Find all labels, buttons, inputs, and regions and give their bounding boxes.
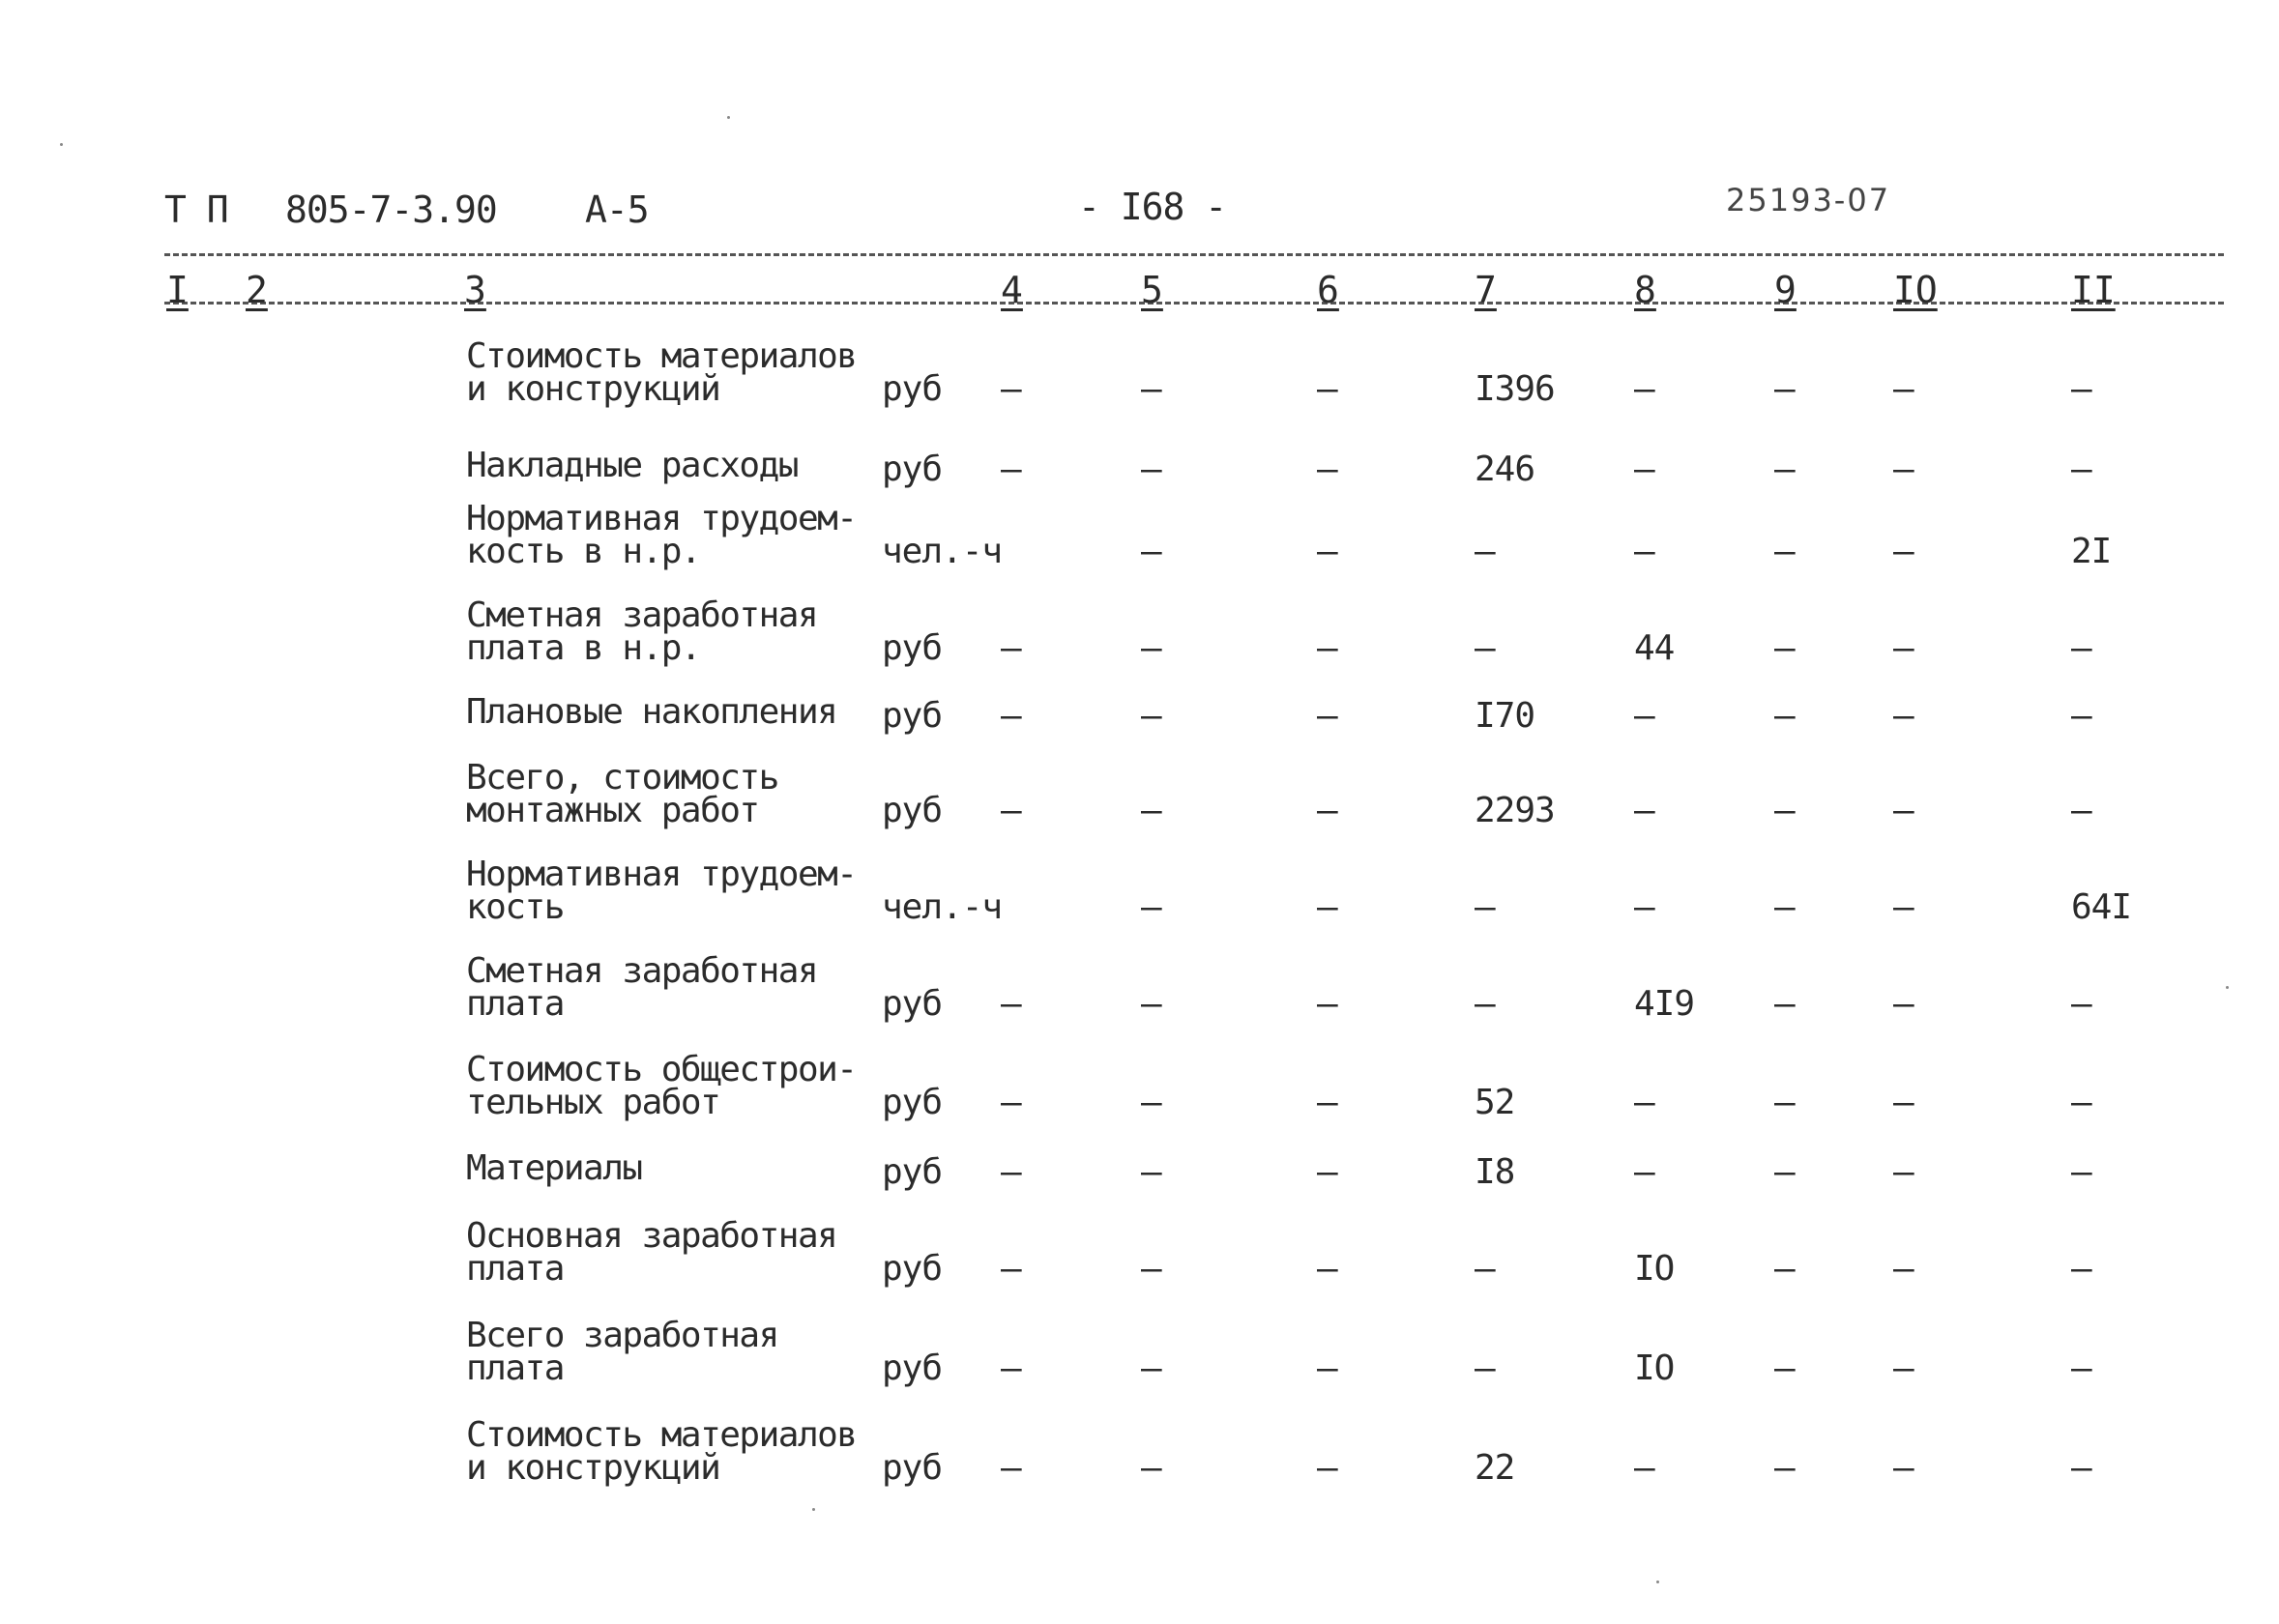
column-number: 6 [1317, 269, 1339, 311]
column-number: II [2071, 269, 2116, 311]
row-description: Материалы [466, 1148, 642, 1188]
row-value-c10: – [1893, 1448, 1914, 1488]
scan-speck [60, 143, 63, 146]
row-value-c10: – [1893, 450, 1914, 489]
row-value-c9: – [1774, 450, 1795, 489]
row-value-c5: – [1141, 369, 1161, 409]
row-value-c7: – [1475, 887, 1495, 927]
row-unit: руб [882, 696, 943, 736]
row-value-c10: – [1893, 791, 1914, 830]
row-unit: руб [882, 1083, 943, 1122]
row-value-c8: – [1634, 887, 1654, 927]
row-description: Стоимость материалов и конструкций [466, 1415, 857, 1488]
page-number: - I68 - [1078, 186, 1227, 228]
row-description: Накладные расходы [466, 446, 798, 485]
scan-speck [812, 1508, 815, 1511]
row-value-c8: 4I9 [1634, 984, 1695, 1024]
row-value-c11: 64I [2071, 887, 2132, 927]
row-unit: руб [882, 369, 943, 409]
row-description: Плановые накопления [466, 692, 837, 732]
row-value-c8: IO [1634, 1348, 1675, 1388]
row-unit: руб [882, 1152, 943, 1192]
row-value-c9: – [1774, 1249, 1795, 1289]
row-value-c9: – [1774, 369, 1795, 409]
row-value-c10: – [1893, 369, 1914, 409]
row-value-c5: – [1141, 532, 1161, 571]
row-value-c6: – [1317, 1448, 1337, 1488]
row-value-c9: – [1774, 628, 1795, 668]
column-number: 4 [1001, 269, 1023, 311]
header-rule-top [164, 253, 2224, 256]
column-number: IO [1893, 269, 1938, 311]
row-value-c7: I70 [1475, 696, 1535, 736]
column-number: 7 [1475, 269, 1497, 311]
row-value-c10: – [1893, 628, 1914, 668]
row-value-c6: – [1317, 628, 1337, 668]
row-value-c9: – [1774, 1152, 1795, 1192]
row-value-c10: – [1893, 1348, 1914, 1388]
column-number: 5 [1141, 269, 1163, 311]
row-value-c4: – [1001, 696, 1021, 736]
row-value-c5: – [1141, 984, 1161, 1024]
row-value-c5: – [1141, 450, 1161, 489]
row-value-c11: – [2071, 696, 2091, 736]
row-value-c9: – [1774, 532, 1795, 571]
row-value-c6: – [1317, 450, 1337, 489]
column-number: 3 [464, 269, 486, 311]
row-value-c6: – [1317, 1152, 1337, 1192]
row-description: Всего заработная плата [466, 1316, 778, 1388]
row-value-c7: – [1475, 1249, 1495, 1289]
row-value-c9: – [1774, 984, 1795, 1024]
row-value-c5: – [1141, 696, 1161, 736]
row-value-c5: – [1141, 1152, 1161, 1192]
row-value-c6: – [1317, 887, 1337, 927]
row-value-c11: – [2071, 369, 2091, 409]
row-unit: руб [882, 628, 943, 668]
row-value-c6: – [1317, 1249, 1337, 1289]
row-value-c10: – [1893, 1152, 1914, 1192]
row-value-c5: – [1141, 1083, 1161, 1122]
scan-speck [727, 116, 730, 119]
scan-speck [2226, 986, 2229, 989]
row-description: Нормативная трудоем- кость [466, 855, 857, 927]
row-value-c4: – [1001, 1083, 1021, 1122]
row-value-c8: – [1634, 369, 1654, 409]
row-value-c10: – [1893, 532, 1914, 571]
row-value-c7: 2293 [1475, 791, 1555, 830]
row-value-c5: – [1141, 887, 1161, 927]
row-value-c8: – [1634, 1152, 1654, 1192]
row-value-c5: – [1141, 1448, 1161, 1488]
row-unit: руб [882, 791, 943, 830]
inventory-stamp: 25193-07 [1726, 182, 1891, 218]
row-value-c9: – [1774, 791, 1795, 830]
row-value-c7: I396 [1475, 369, 1555, 409]
row-value-c4: – [1001, 1448, 1021, 1488]
row-value-c4: – [1001, 450, 1021, 489]
column-number: 8 [1634, 269, 1656, 311]
row-value-c4: – [1001, 791, 1021, 830]
row-value-c8: – [1634, 1448, 1654, 1488]
row-value-c10: – [1893, 887, 1914, 927]
row-value-c11: – [2071, 1448, 2091, 1488]
row-description: Стоимость общестрои- тельных работ [466, 1050, 857, 1122]
row-value-c4: – [1001, 1152, 1021, 1192]
row-description: Сметная заработная плата в н.р. [466, 595, 818, 668]
row-unit: руб [882, 450, 943, 489]
row-value-c7: – [1475, 984, 1495, 1024]
row-value-c8: 44 [1634, 628, 1675, 668]
row-value-c8: – [1634, 1083, 1654, 1122]
row-value-c7: – [1475, 628, 1495, 668]
row-value-c6: – [1317, 791, 1337, 830]
row-value-c11: – [2071, 1152, 2091, 1192]
row-value-c6: – [1317, 369, 1337, 409]
row-value-c6: – [1317, 532, 1337, 571]
row-value-c4: – [1001, 1348, 1021, 1388]
row-description: Сметная заработная плата [466, 951, 818, 1024]
row-value-c4: – [1001, 628, 1021, 668]
row-description: Основная заработная плата [466, 1216, 837, 1289]
row-value-c6: – [1317, 696, 1337, 736]
row-value-c7: – [1475, 1348, 1495, 1388]
row-unit: чел.-ч [882, 887, 1003, 927]
row-unit: чел.-ч [882, 532, 1003, 571]
row-description: Стоимость материалов и конструкций [466, 336, 857, 409]
row-value-c7: 246 [1475, 450, 1535, 489]
row-value-c6: – [1317, 984, 1337, 1024]
row-value-c10: – [1893, 696, 1914, 736]
column-number: 9 [1774, 269, 1797, 311]
row-value-c11: – [2071, 984, 2091, 1024]
row-value-c11: 2I [2071, 532, 2112, 571]
row-value-c11: – [2071, 1249, 2091, 1289]
row-value-c7: 22 [1475, 1448, 1515, 1488]
row-value-c9: – [1774, 887, 1795, 927]
row-value-c5: – [1141, 791, 1161, 830]
row-value-c7: – [1475, 532, 1495, 571]
row-value-c11: – [2071, 628, 2091, 668]
row-value-c11: – [2071, 450, 2091, 489]
row-value-c8: – [1634, 450, 1654, 489]
row-value-c11: – [2071, 1083, 2091, 1122]
scan-speck [1656, 1580, 1659, 1583]
row-unit: руб [882, 1448, 943, 1488]
row-value-c5: – [1141, 628, 1161, 668]
row-value-c9: – [1774, 1348, 1795, 1388]
document-code: 805-7-3.90 [285, 188, 497, 231]
row-value-c8: – [1634, 532, 1654, 571]
row-value-c8: – [1634, 696, 1654, 736]
row-unit: руб [882, 1348, 943, 1388]
column-number: I [166, 269, 189, 311]
row-value-c11: – [2071, 1348, 2091, 1388]
row-unit: руб [882, 984, 943, 1024]
row-value-c10: – [1893, 984, 1914, 1024]
row-value-c4: – [1001, 984, 1021, 1024]
row-value-c10: – [1893, 1083, 1914, 1122]
row-value-c9: – [1774, 1448, 1795, 1488]
row-value-c8: IO [1634, 1249, 1675, 1289]
row-value-c7: I8 [1475, 1152, 1515, 1192]
row-value-c9: – [1774, 696, 1795, 736]
row-value-c4: – [1001, 369, 1021, 409]
row-unit: руб [882, 1249, 943, 1289]
row-value-c4: – [1001, 1249, 1021, 1289]
column-number: 2 [246, 269, 268, 311]
row-value-c8: – [1634, 791, 1654, 830]
row-value-c6: – [1317, 1348, 1337, 1388]
row-value-c5: – [1141, 1348, 1161, 1388]
series-label: Т П [164, 188, 228, 231]
row-value-c6: – [1317, 1083, 1337, 1122]
row-value-c11: – [2071, 791, 2091, 830]
row-description: Всего, стоимость монтажных работ [466, 758, 778, 830]
row-value-c7: 52 [1475, 1083, 1515, 1122]
row-value-c9: – [1774, 1083, 1795, 1122]
album-label: А-5 [585, 188, 649, 231]
row-value-c10: – [1893, 1249, 1914, 1289]
row-description: Нормативная трудоем- кость в н.р. [466, 499, 857, 571]
row-value-c5: – [1141, 1249, 1161, 1289]
